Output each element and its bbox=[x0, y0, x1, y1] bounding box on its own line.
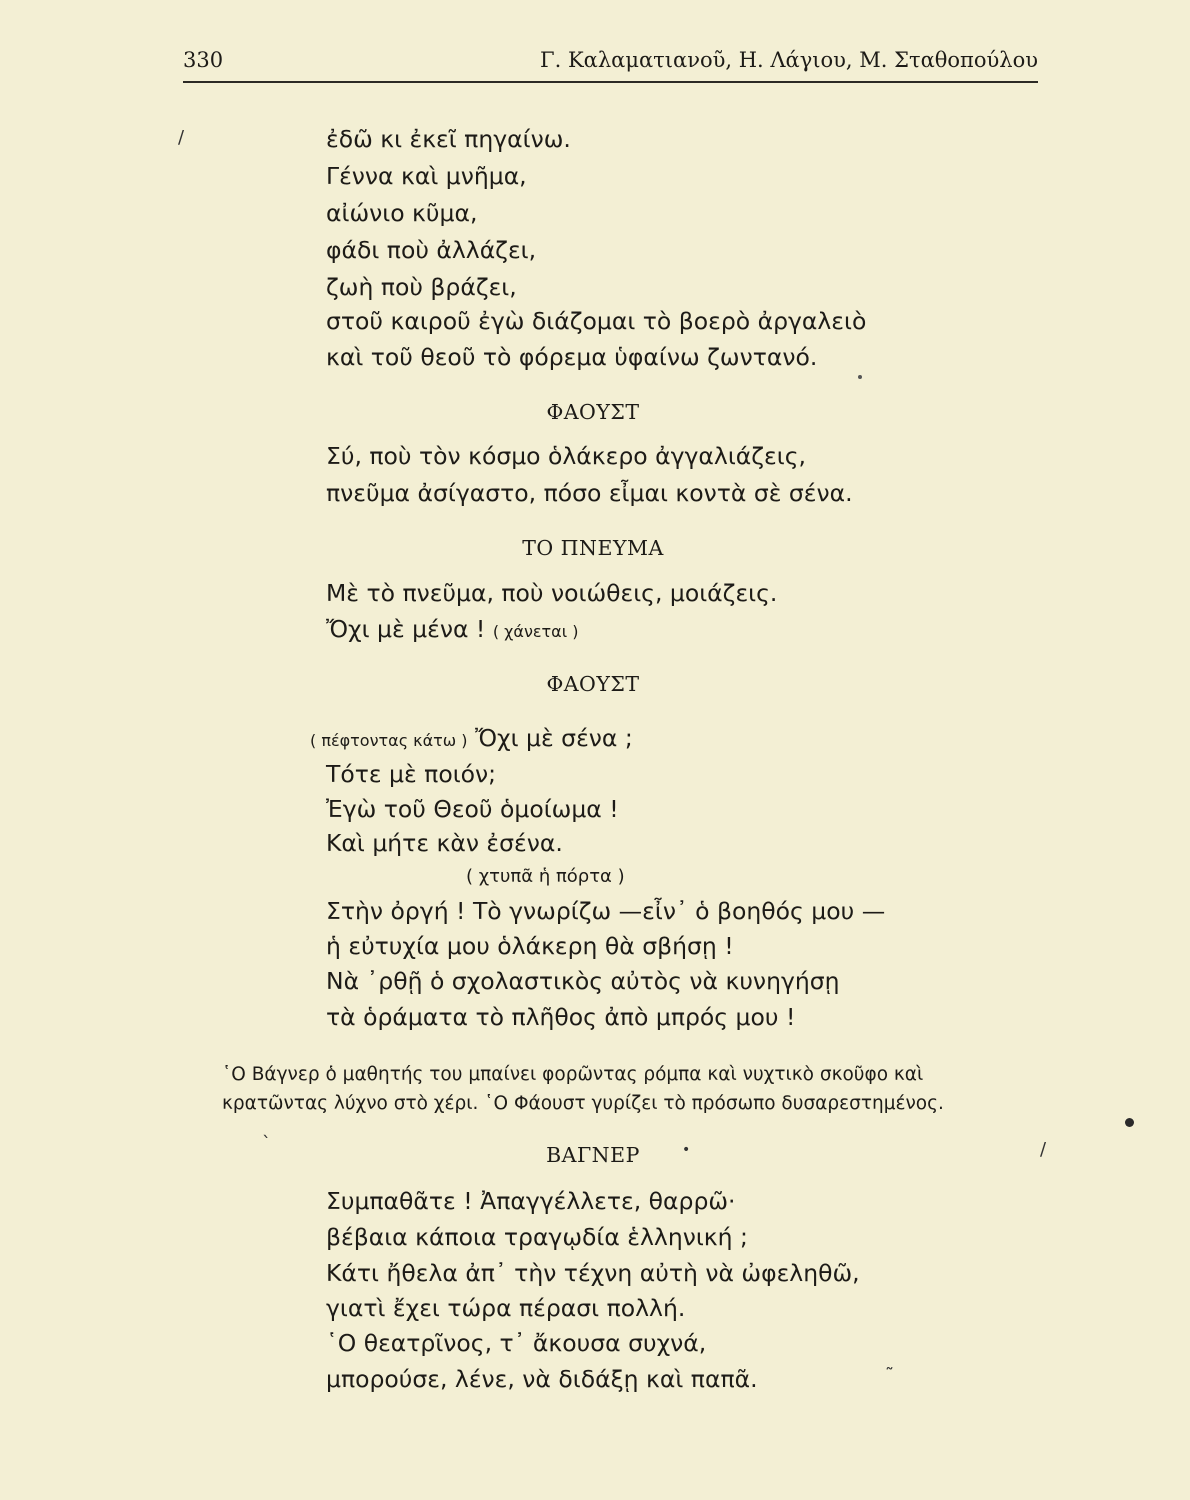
verse-line: Συμπαθᾶτε ! Ἀπαγγέλλετε, θαρρῶ· bbox=[326, 1187, 736, 1215]
verse-line bbox=[326, 614, 578, 647]
speaker-name: ΦΑΟΥΣΤ bbox=[546, 672, 640, 696]
stage-direction: ( χτυπᾶ ἡ πόρτα ) bbox=[466, 866, 625, 887]
speaker-name: ΤΟ ΠΝΕΥΜΑ bbox=[522, 536, 664, 560]
verse-line: Στὴν ὀργή ! Τὸ γνωρίζω —εἶν᾿ ὁ βοηθός μου — bbox=[326, 897, 886, 925]
verse-text: Ὄχι μὲ μένα ! bbox=[326, 615, 486, 643]
page-header bbox=[183, 44, 1038, 84]
verse-line: ἡ εὐτυχία μου ὁλάκερη θὰ σβήσῃ ! bbox=[326, 932, 734, 960]
verse-line: φάδι ποὺ ἀλλάζει, bbox=[326, 236, 537, 264]
verse-line: Νὰ ᾿ρθῇ ὁ σχολαστικὸς αὐτὸς νὰ κυνηγήσῃ bbox=[326, 967, 840, 995]
header-rule bbox=[183, 81, 1038, 83]
verse-line: Γέννα καὶ μνῆμα, bbox=[326, 162, 527, 190]
stage-direction-line: κρατῶντας λύχνο στὸ χέρι. ῾Ο Φάουστ γυρίζει τὸ πρόσωπο δυσαρεστημένος. bbox=[222, 1093, 944, 1114]
running-title: Γ. Καλαματιανοῦ, Η. Λάγιου, Μ. Σταθοπούλου bbox=[540, 48, 1038, 72]
verse-line bbox=[310, 723, 633, 756]
verse-line: ῾Ο θεατρῖνος, τ᾿ ἄκουσα συχνά, bbox=[326, 1329, 707, 1357]
stage-direction-line: ῾Ο Βάγνερ ὁ μαθητής του μπαίνει φορῶντας ρόμπα καὶ νυχτικὸ σκοῦφο καὶ bbox=[222, 1064, 924, 1085]
verse-line: γιατὶ ἔχει τώρα πέρασι πολλή. bbox=[326, 1294, 686, 1322]
speaker-name: ΒΑΓΝΕΡ bbox=[546, 1143, 640, 1167]
stage-direction-inline: ( χάνεται ) bbox=[492, 622, 579, 641]
verse-line: Τότε μὲ ποιόν; bbox=[326, 760, 497, 788]
margin-slash-mark: / bbox=[1040, 1139, 1047, 1160]
verse-line: Κάτι ἤθελα ἀπ᾿ τὴν τέχνη αὐτὴ νὰ ὠφεληθῶ, bbox=[326, 1259, 860, 1287]
margin-bullet-mark: • bbox=[682, 1142, 691, 1158]
verse-line: ζωὴ ποὺ βράζει, bbox=[326, 273, 517, 301]
margin-bullet-mark bbox=[1125, 1118, 1134, 1127]
verse-line: πνεῦμα ἀσίγαστο, πόσο εἶμαι κοντὰ σὲ σένα. bbox=[326, 479, 853, 507]
verse-text: Ὄχι μὲ σένα ; bbox=[475, 724, 633, 752]
verse-line: Μὲ τὸ πνεῦμα, ποὺ νοιώθεις, μοιάζεις. bbox=[326, 579, 778, 607]
verse-line: ἐδῶ κι ἐκεῖ πηγαίνω. bbox=[326, 125, 571, 153]
verse-line: Ἐγὼ τοῦ Θεοῦ ὁμοίωμα ! bbox=[326, 795, 619, 823]
verse-line: καὶ τοῦ θεοῦ τὸ φόρεμα ὑφαίνω ζωντανό. bbox=[326, 343, 818, 371]
speaker-name: ΦΑΟΥΣΤ bbox=[546, 400, 640, 424]
verse-line: βέβαια κάποια τραγῳδία ἑλληνική ; bbox=[326, 1223, 748, 1251]
margin-tilde-mark: ˜ bbox=[885, 1365, 894, 1386]
margin-slash-mark: / bbox=[178, 127, 185, 148]
verse-line: Καὶ μήτε κὰν ἐσένα. bbox=[326, 829, 563, 857]
verse-line: αἰώνιο κῦμα, bbox=[326, 199, 478, 227]
margin-tick-mark: ˋ bbox=[262, 1133, 271, 1154]
ink-speck bbox=[858, 375, 862, 379]
verse-line: στοῦ καιροῦ ἐγὼ διάζομαι τὸ βοερὸ ἀργαλειὸ bbox=[326, 307, 867, 335]
stage-direction-inline: ( πέφτοντας κάτω ) bbox=[310, 731, 468, 750]
stage-direction-block bbox=[222, 1060, 1034, 1118]
verse-line: τὰ ὁράματα τὸ πλῆθος ἀπὸ μπρός μου ! bbox=[326, 1003, 796, 1031]
verse-line: μπορούσε, λένε, νὰ διδάξῃ καὶ παπᾶ. bbox=[326, 1365, 758, 1393]
verse-line: Σύ, ποὺ τὸν κόσμο ὁλάκερο ἀγγαλιάζεις, bbox=[326, 442, 806, 470]
page-number: 330 bbox=[183, 48, 224, 72]
